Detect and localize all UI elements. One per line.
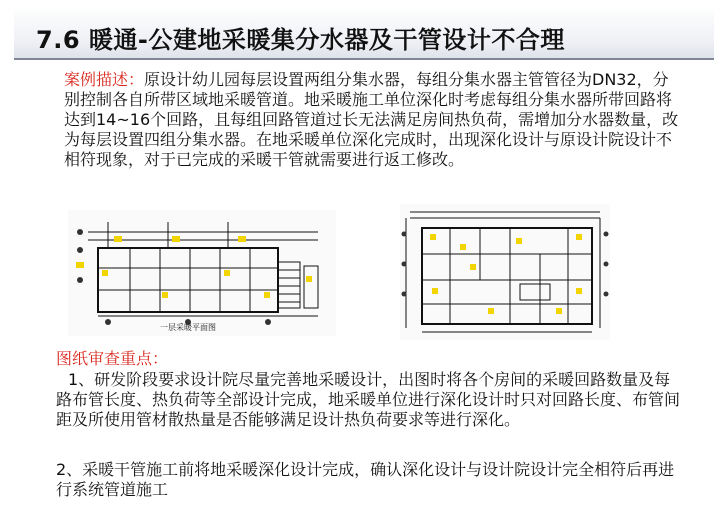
review-item-2: 2、采暖干管施工前将地采暖深化设计完成，确认深化设计与设计院设计完全相符后再进行系统管道施工 [56, 460, 675, 499]
case-text: 原设计幼儿园每层设置两组分集水器，每组分集水器主管管径为DN32，分别控制各自所带区域地采暖管道。地采暖施工单位深化时考虑每组分集水器所带回路将达到14~16个回路，且每组回路管道过长无法满足房间热负荷，需增加分水器数量，改为每层设置四组分集水器。在地采暖单位深化完成时，出现深化设计与原设计院设计不相符现象，对于已完成的采暖干管就需要进行返工修改。 [64, 70, 679, 169]
floor-plan-right-graphic [400, 204, 610, 340]
case-label: 案例描述： [64, 70, 145, 89]
floor-plan-right [400, 204, 610, 340]
title-bar [14, 6, 714, 60]
slide-title: 7.6 暖通-公建地采暖集分水器及干管设计不合理 [36, 26, 565, 54]
drawing-left-caption: 一层采暖平面图 [160, 323, 216, 332]
case-description [64, 70, 684, 170]
review-item-1: 1、研发阶段要求设计院尽量完善地采暖设计，出图时将各个房间的采暖回路数量及每路布管长度、热负荷等全部设计完成，地采暖单位进行深化设计时只对回路长度、布管间距及所使用管材散热量是否能够满足设计热负荷要求等进行深化。 [56, 370, 681, 429]
review-label: 图纸审查重点： [56, 349, 169, 368]
floor-plan-left-graphic [68, 210, 336, 336]
floor-plan-left [68, 210, 336, 336]
